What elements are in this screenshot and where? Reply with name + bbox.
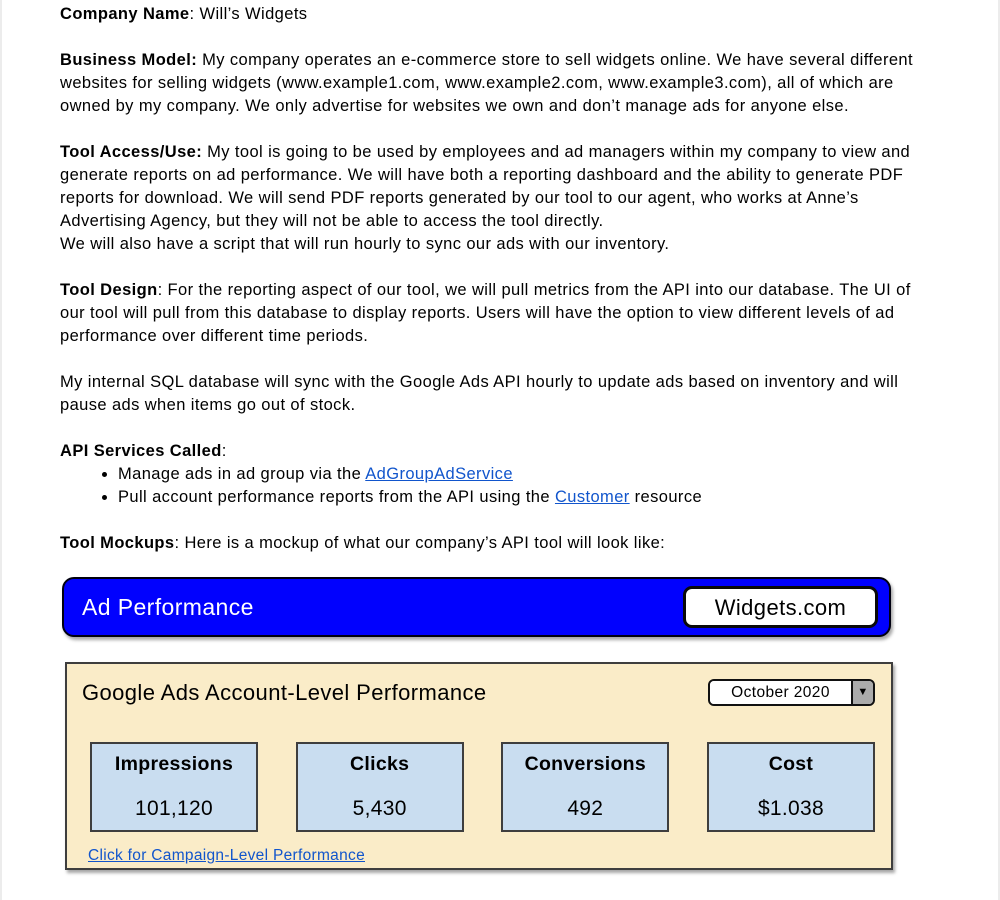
metric-value: 492 (567, 797, 604, 820)
metric-cards-row (82, 742, 875, 832)
list-item (118, 486, 940, 509)
document-body (2, 0, 998, 870)
paragraph-tool-mockups (60, 532, 940, 555)
mockup-page-title: Ad Performance (82, 593, 254, 620)
api-services-label: API Services Called (60, 442, 222, 460)
sql-sync-text: My internal SQL database will sync with the Google Ads API hourly to update ads based on inventory and will pause ads when items go out of stock. (60, 373, 899, 414)
campaign-level-link[interactable]: Click for Campaign-Level Performance (88, 847, 365, 864)
panel-header-row (82, 678, 875, 706)
tool-design-text: : For the reporting aspect of our tool, we will pull metrics from the API into our database. The UI of our tool will pull from this database to display reports. Users will have the option to view different levels of ad performance over different time periods. (60, 281, 911, 345)
api-services-list (60, 463, 940, 509)
metric-card-conversions (501, 742, 669, 832)
tool-access-text: My tool is going to be used by employees and ad managers within my company to view and generate reports on ad performance. We will have both a reporting dashboard and the ability to generate PDF reports for download. We will send PDF reports generated by our tool to our agent, who works at Anne’s Advertising Agency, but they will not be able to access the tool directly. (60, 143, 911, 230)
paragraph-tool-design (60, 279, 940, 348)
metric-card-clicks (296, 742, 464, 832)
paragraph-company-name (60, 3, 940, 26)
metric-card-impressions (90, 742, 258, 832)
business-model-label: Business Model: (60, 51, 198, 69)
metric-label: Clicks (350, 753, 410, 775)
tool-mockups-label: Tool Mockups (60, 534, 175, 552)
paragraph-business-model (60, 49, 940, 118)
adgroupadservice-link[interactable]: AdGroupAdService (365, 465, 513, 483)
mockup-header-bar (62, 577, 891, 637)
widgets-site-button[interactable]: Widgets.com (683, 586, 878, 628)
paragraph-sql-sync (60, 371, 940, 417)
metric-value: 101,120 (134, 797, 213, 820)
tool-design-label: Tool Design (60, 281, 158, 299)
company-name-value: : Will’s Widgets (189, 5, 308, 23)
tool-mockups-text: : Here is a mockup of what our company’s API tool will look like: (174, 534, 666, 552)
tool-access-line2: We will also have a script that will run hourly to sync our ads with our inventory. (60, 235, 670, 253)
list-item (118, 463, 940, 486)
metric-label: Conversions (524, 753, 647, 775)
dropdown-arrow-icon[interactable]: ▼ (851, 681, 873, 704)
month-dropdown[interactable] (708, 679, 875, 706)
metric-value: 5,430 (352, 797, 407, 820)
paragraph-tool-access (60, 141, 940, 256)
customer-resource-link[interactable]: Customer (554, 488, 630, 506)
company-name-label: Company Name (60, 5, 190, 23)
tool-access-label: Tool Access/Use: (60, 143, 203, 161)
bullet-2-pre: Pull account performance reports from the API using the (118, 488, 555, 506)
metric-label: Impressions (114, 753, 234, 775)
metric-card-cost (707, 742, 875, 832)
month-dropdown-value: October 2020 (710, 681, 851, 704)
business-model-text: My company operates an e-commerce store to sell widgets online. We have several different websites for selling widgets (www.example1.com, www.example2.com, www.example3.com), all of which are owned by my company. We only advertise for websites we own and don’t manage ads for anyone else. (60, 51, 913, 115)
metric-value: $1.038 (757, 797, 824, 820)
api-services-colon: : (221, 442, 227, 460)
bullet-2-post: resource (629, 488, 703, 506)
metric-label: Cost (768, 753, 814, 775)
account-performance-panel (65, 662, 893, 870)
bullet-1-pre: Manage ads in ad group via the (118, 465, 366, 483)
panel-title: Google Ads Account-Level Performance (82, 679, 487, 705)
paragraph-api-services (60, 440, 940, 463)
